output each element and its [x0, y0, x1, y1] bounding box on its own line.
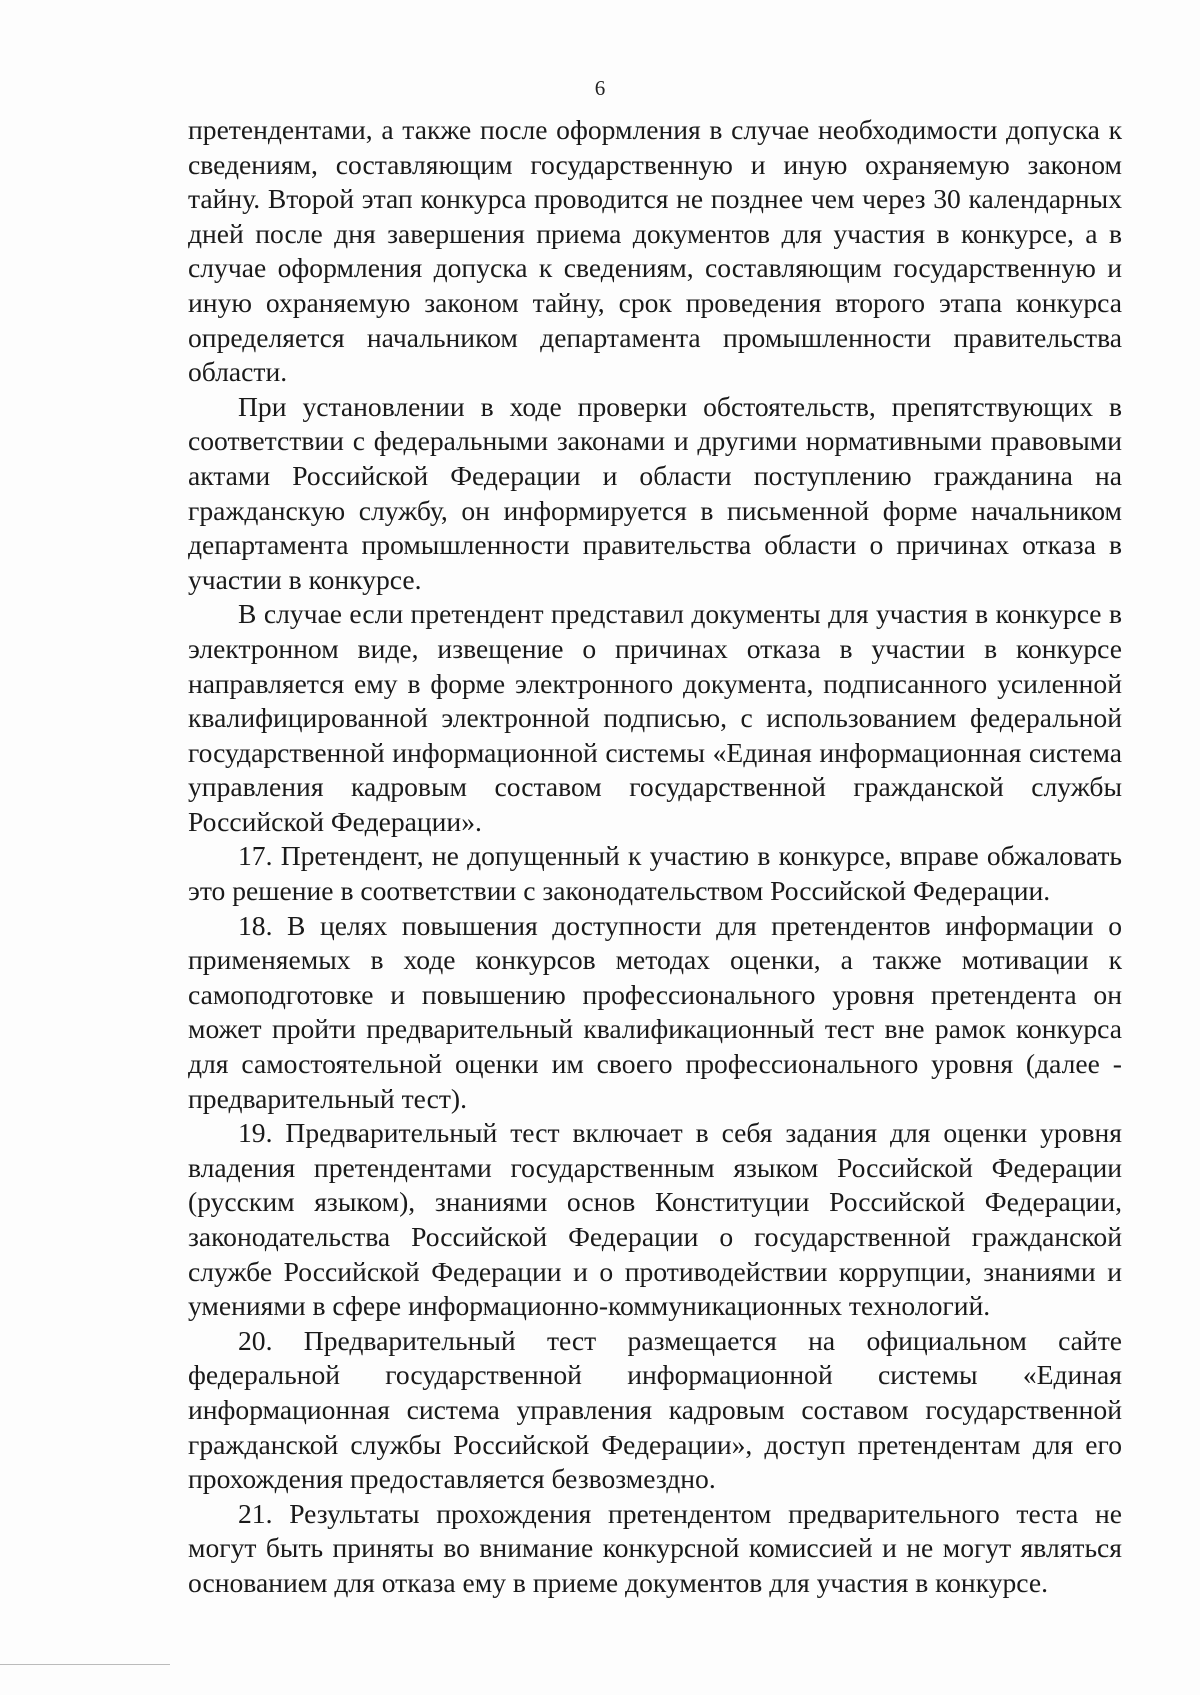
paragraph-continuation: претендентами, а также после оформления в случае необходимости допуска к сведениям, составляющим государственную и иную охраняемую законом тайну. Второй этап конкурса проводится не позднее чем через 30 календарных дней после дня завершения приема документов для участия в конкурсе, а в случае оформления допуска к сведениям, составляющим государственную и иную охраняемую законом тайну, срок проведения второго этапа конкурса определяется начальником департамента промышленности правительства области.: [188, 114, 1122, 388]
paragraph-refusal-notice: При установлении в ходе проверки обстоятельств, препятствующих в соответствии с федеральными законами и другими нормативными правовыми актами Российской Федерации и области поступлению гражданина на гражданскую службу, он информируется в письменной форме начальником департамента промышленности правительства области о причинах отказа в участии в конкурсе.: [188, 390, 1122, 595]
paragraph-18: 18. В целях повышения доступности для претендентов информации о применяемых в ходе конкурсов методах оценки, а также мотивации к самоподготовке и повышению профессионального уровня претендента он может пройти предварительный квалификационный тест вне рамок конкурса для самостоятельной оценки им своего профессионального уровня (далее - предварительный тест).: [188, 909, 1122, 1114]
paragraph-19: 19. Предварительный тест включает в себя задания для оценки уровня владения претендентами государственным языком Российской Федерации (русским языком), знаниями основ Конституции Российской Федерации, законодательства Российской Федерации о государственной гражданской службе Российской Федерации и о противодействии коррупции, знаниями и умениями в сфере информационно-коммуникационных технологий.: [188, 1117, 1122, 1322]
paragraph-20: 20. Предварительный тест размещается на официальном сайте федеральной государственной информационной системы «Единая информационная система управления кадровым составом государственной гражданской службы Российской Федерации», доступ претендентам для его прохождения предоставляется безвозмездно.: [188, 1324, 1122, 1495]
scan-edge-mark: [0, 1664, 170, 1665]
paragraph-17: 17. Претендент, не допущенный к участию в конкурсе, вправе обжаловать это решение в соответствии с законодательством Российской Федерации.: [188, 840, 1122, 907]
page-number: 6: [594, 76, 606, 100]
paragraph-21: 21. Результаты прохождения претендентом предварительного теста не могут быть приняты во внимание конкурсной комиссией и не могут являться основанием для отказа ему в приеме документов для участия в конкурсе.: [188, 1497, 1122, 1598]
paragraph-electronic-notice: В случае если претендент представил документы для участия в конкурсе в электронном виде, извещение о причинах отказа в участии в конкурсе направляется ему в форме электронного документа, подписанного усиленной квалифицированной электронной подписью, с использованием федеральной государственной информационной системы «Единая информационная система управления кадровым составом государственной гражданской службы Российской Федерации».: [188, 598, 1122, 837]
document-body: [188, 113, 1122, 1601]
